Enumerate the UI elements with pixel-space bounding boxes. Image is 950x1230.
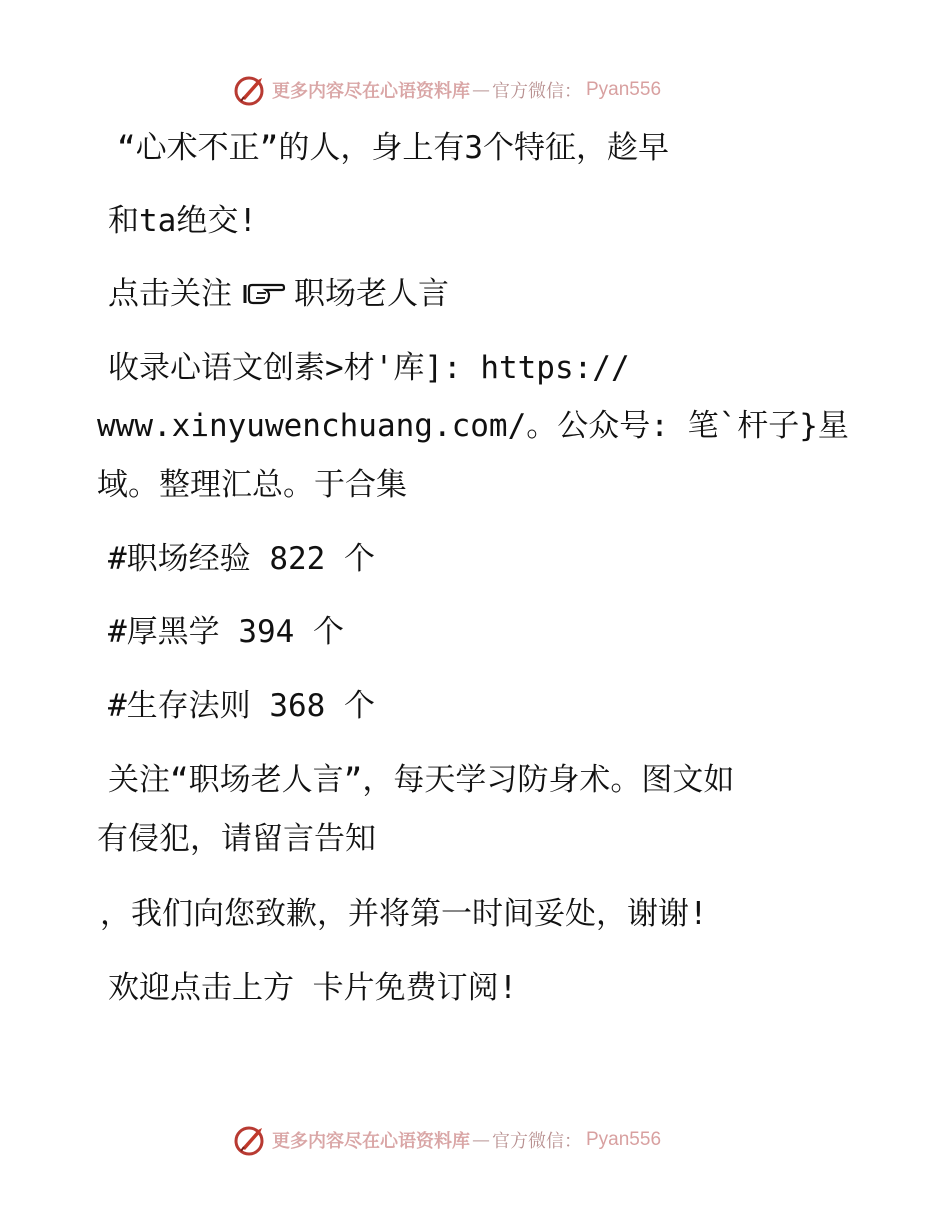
quill-logo-icon: [232, 1122, 268, 1158]
quill-logo-icon: [232, 72, 268, 108]
follow-prefix: 点击关注: [108, 276, 232, 312]
banner-official-label: 官方微信: [492, 1131, 564, 1152]
title-line-1: “心术不正”的人，身上有3个特征，趁早: [117, 130, 669, 166]
banner-wechat-id: Pyan556: [586, 1129, 662, 1150]
title-line-2: 和ta绝交!: [108, 203, 257, 239]
tag-line-3: #生存法则 368 个: [108, 688, 375, 724]
collection-line-3: 域。整理汇总。于合集: [97, 467, 407, 503]
subscribe-line: 欢迎点击上方 卡片免费订阅!: [108, 970, 518, 1006]
banner-title: 更多内容尽在心语资料库: [272, 1131, 470, 1152]
notice-line-2: 有侵犯，请留言告知: [97, 821, 376, 857]
notice-line-3: ，我们向您致歉，并将第一时间妥处，谢谢!: [100, 896, 708, 932]
tag-line-1: #职场经验 822 个: [108, 541, 375, 577]
tag-line-2: #厚黑学 394 个: [108, 614, 344, 650]
follow-account-name: 职场老人言: [294, 276, 449, 312]
banner-title: 更多内容尽在心语资料库: [272, 81, 470, 102]
collection-line-2: www.xinyuwenchuang.com/。公众号: 笔`杆子}星: [97, 408, 849, 444]
banner-wechat-id: Pyan556: [586, 79, 662, 100]
banner-official-label: 官方微信: [492, 81, 564, 102]
banner-separator: ：: [564, 81, 582, 102]
footer-banner: [232, 1120, 661, 1160]
banner-dash: —: [472, 79, 490, 101]
header-banner: [232, 70, 661, 110]
banner-dash: —: [472, 1129, 490, 1151]
notice-line-1: 关注“职场老人言”，每天学习防身术。图文如: [108, 762, 735, 798]
pointing-hand-icon: [242, 280, 286, 308]
banner-separator: ：: [564, 1131, 582, 1152]
follow-line: [0, 276, 950, 312]
collection-line-1: 收录心语文创素>材'库]: https://: [108, 350, 630, 386]
